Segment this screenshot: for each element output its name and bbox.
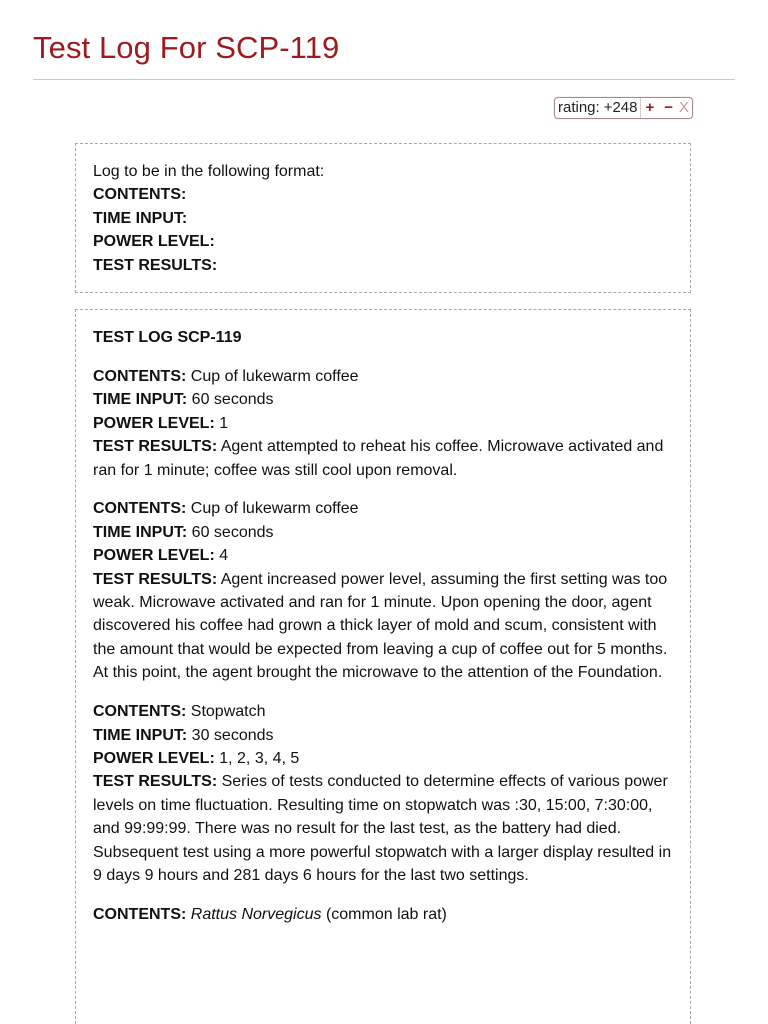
contents-value: Stopwatch — [190, 703, 266, 721]
time-input-label: TIME INPUT: — [93, 726, 188, 744]
contents-label: CONTENTS: — [93, 703, 187, 721]
page-title: Test Log For SCP-119 — [33, 30, 340, 65]
rating-value: +248 — [603, 99, 638, 116]
time-input-value: 30 seconds — [191, 726, 274, 744]
test-results-label: TEST RESULTS: — [93, 438, 218, 456]
contents-label: CONTENTS: — [93, 367, 187, 385]
rating-label: rating: — [558, 99, 600, 116]
format-box — [75, 143, 691, 293]
format-field-test-results: TEST RESULTS: — [93, 256, 218, 274]
log-entry — [93, 497, 673, 684]
power-level-label: POWER LEVEL: — [93, 414, 215, 432]
contents-value-rest: (common lab rat) — [325, 905, 447, 923]
contents-label: CONTENTS: — [93, 905, 187, 923]
time-input-value: 60 seconds — [191, 523, 274, 541]
time-input-label: TIME INPUT: — [93, 391, 188, 409]
log-entry — [93, 700, 673, 887]
title-divider — [33, 79, 735, 80]
rate-down-button[interactable]: − — [664, 99, 674, 116]
contents-value: Cup of lukewarm coffee — [190, 500, 359, 518]
log-entry — [93, 903, 673, 926]
rating-widget — [554, 97, 693, 119]
test-results-value: Series of tests conducted to determine effects of various power levels on time fluctuation. Resulting time on stopwatch was :30, 15:00, 7:30:00, and 99:99:99. There was no result for the last test, as the battery had died. Subsequent test using a more powerful stopwatch with a larger display resulted in 9 days 9 hours and 281 days 6 hours for the last two settings. — [93, 773, 672, 885]
time-input-value: 60 seconds — [191, 391, 274, 409]
test-results-label: TEST RESULTS: — [93, 570, 218, 588]
power-level-label: POWER LEVEL: — [93, 750, 215, 767]
time-input-label: TIME INPUT: — [93, 523, 188, 541]
format-intro: Log to be in the following format: — [93, 163, 325, 180]
power-level-value: 1, 2, 3, 4, 5 — [219, 750, 300, 767]
test-results-label: TEST RESULTS: — [93, 773, 218, 791]
test-log-box — [75, 309, 691, 1024]
format-field-contents: CONTENTS: — [93, 186, 187, 204]
cancel-vote-button[interactable]: X — [679, 99, 690, 116]
power-level-value: 1 — [219, 414, 229, 432]
contents-value: Cup of lukewarm coffee — [190, 367, 359, 385]
format-field-power-level: POWER LEVEL: — [93, 233, 215, 251]
log-entry — [93, 365, 673, 482]
power-level-label: POWER LEVEL: — [93, 547, 215, 565]
test-results-value: Agent attempted to reheat his coffee. Microwave activated and ran for 1 minute; coffee was still cool upon removal. — [93, 438, 664, 479]
power-level-value: 4 — [219, 547, 229, 565]
log-heading: TEST LOG SCP-119 — [93, 329, 242, 346]
contents-value-italic: Rattus Norvegicus — [190, 905, 322, 923]
format-field-time-input: TIME INPUT: — [93, 209, 188, 227]
test-results-value: Agent increased power level, assuming the first setting was too weak. Microwave activated and ran for 1 minute. Upon opening the door, agent discovered his coffee had grown a thick layer of mold and scum, consistent with the amount that would be expected from leaving a cup of coffee out for 5 months. At this point, the agent brought the microwave to the attention of the Foundation. — [93, 570, 668, 682]
contents-label: CONTENTS: — [93, 500, 187, 518]
rate-up-button[interactable]: + — [640, 98, 660, 118]
